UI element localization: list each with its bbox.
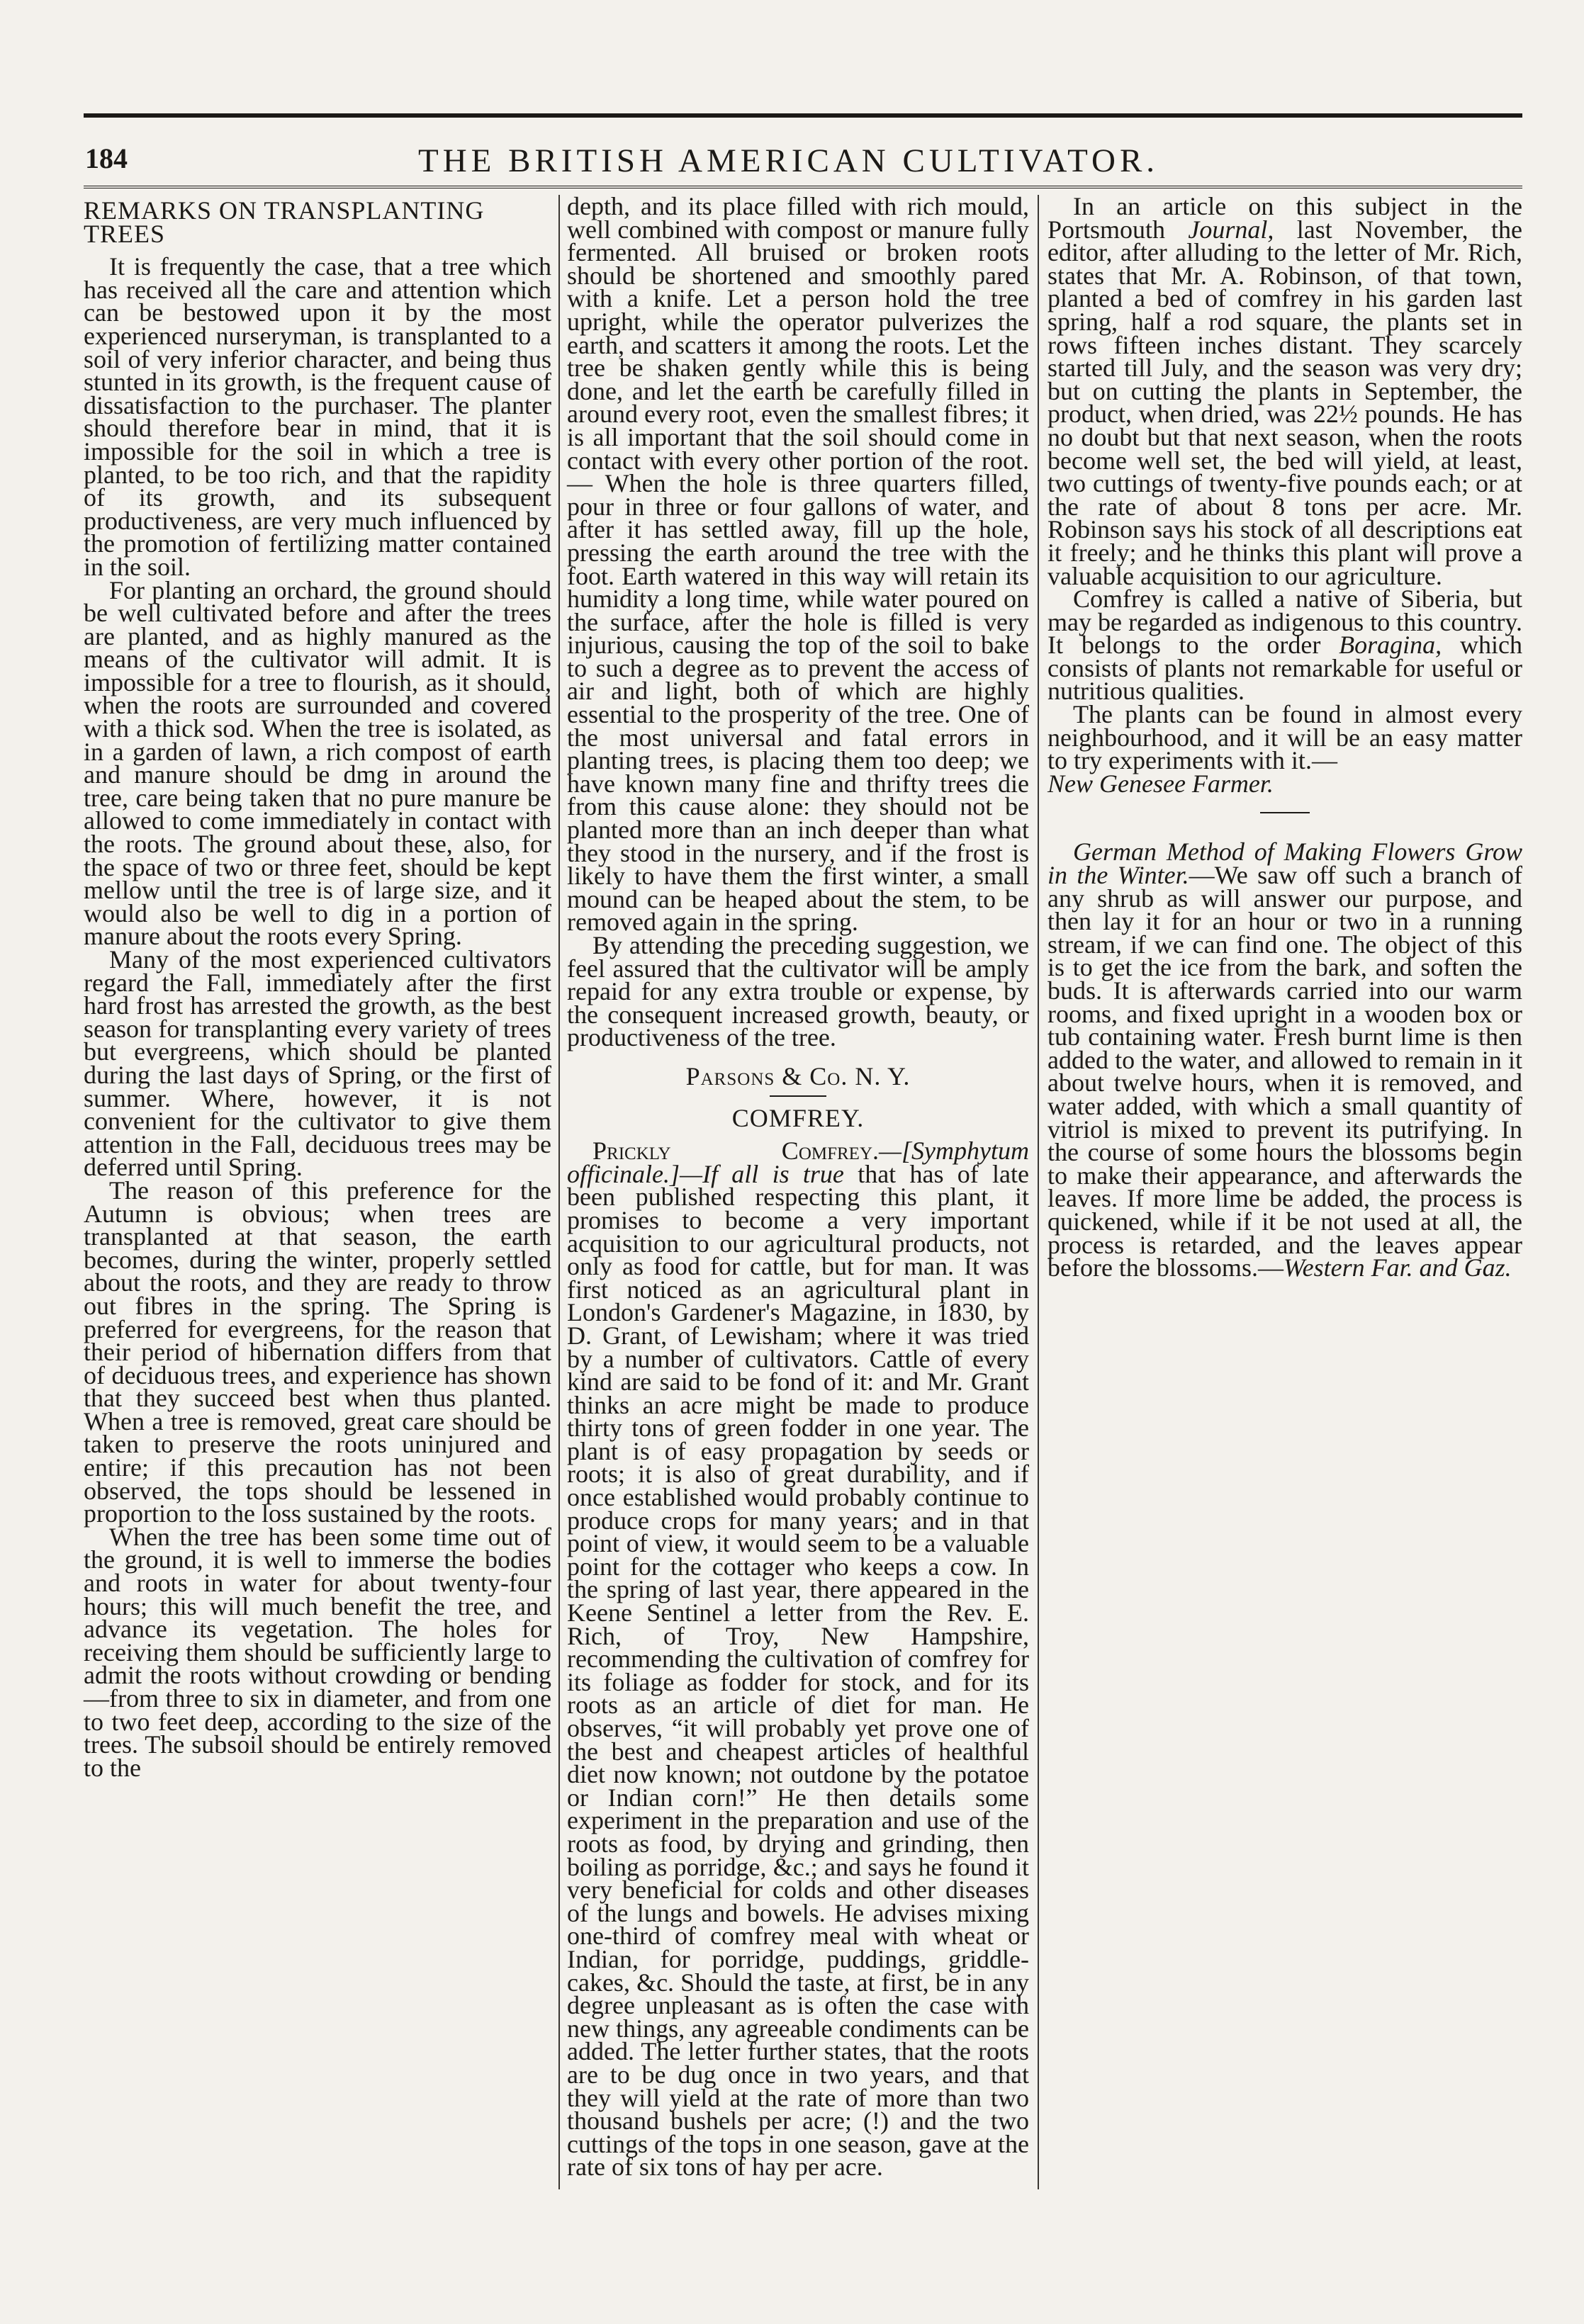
journal-name: Journal, xyxy=(1188,215,1274,244)
paragraph xyxy=(567,1136,1029,2182)
column-divider xyxy=(1038,195,1039,2189)
paragraph: The reason of this preference for the Autumn is obvious; when trees are transplanted at that season, the earth becomes, during the winter, properly settled about the roots, and they are ready to throw out fibres in the spring. The Spring is preferred for evergreens, for the reason that their period of hibernation differs from that of deciduous trees, and experience has shown that they succeed best when thus planted. When a tree is removed, great care should be taken to preserve the roots uninjured and entire; if this precaution has not been observed, the tops should be lessened in proportion to the loss sustained by the roots. xyxy=(84,1175,551,1528)
separator-rule xyxy=(770,1095,826,1097)
column-divider xyxy=(558,195,560,2189)
paragraph-text: In an article on this subject in the Portsmouth xyxy=(1047,192,1522,244)
paragraph-text: —We saw off such a branch of any shrub as will answer our purpose, and then lay it for an hour or two in a running stream, if we can find one. The object of this is to get the ice from the bark, and soften the buds. It is afterwards carried into our warm rooms, and fixed upright in a wooden box or tub containing water. Fresh burnt lime is then added to the water, and allowed to remain in it about twelve hours, when it is removed, and water added, with which a small quantity of vitriol is mixed to prevent its putrifying. In the course of some hours the blossoms begin to make their appearance, and afterwards the leaves. If more lime be added, the process is quickened, while if it be not used at all, the process is retarded, and the leaves appear before the blossoms.— xyxy=(1047,861,1522,1282)
botanical-order: Boragina, xyxy=(1339,631,1442,660)
emphasis: If all is true xyxy=(702,1159,844,1188)
paragraph xyxy=(1047,585,1522,706)
paragraph: Many of the most experienced cultivators regard the Fall, immediately after the first hard frost has arrested the growth, as the best season for transplanting every variety of trees but evergreens, which should be planted during the last days of Spring, or the first of summer. Where, however, it is not convenient for the cultivator to give them attention in the Fall, deciduous trees may be deferred until Spring. xyxy=(84,945,551,1182)
lead-in: Prickly Comfrey. xyxy=(592,1136,880,1166)
article-source: Parsons & Co. N. Y. xyxy=(685,1061,911,1090)
column-3 xyxy=(1047,192,1522,1282)
article-title: German Method of Making Flowers Grow in the Winter. xyxy=(1047,837,1522,890)
running-title: THE BRITISH AMERICAN CULTIVATOR. xyxy=(418,142,1159,179)
top-rule xyxy=(84,113,1522,118)
paragraph: depth, and its place filled with rich mould, well combined with compost or manure fully fermented. All bruised or broken roots should be shortened and smoothly pared with a knife. Let a person hold the tree upright, while the operator pulverizes the earth, and scatters it among the roots. Let the tree be shaken gently while this is being done, and let the earth be carefully filled in around every root, even the smallest fibres; it is all important that the soil should come in contact with every other portion of the root.— When the hole is three quarters filled, pour in three or four gallons of water, and after it has settled away, fill up the hole, pressing the earth around the tree with the foot. Earth watered in this way will retain its humidity a long time, while water poured on the surface, after the hole is filled is very injurious, causing the top of the soil to bake to such a degree as to prevent the access of air and light, both of which are highly essential to the prosperity of the tree. One of the most universal and fatal errors in planting trees, is placing them too deep; we have known many fine and thrifty trees die from this cause alone: they should not be planted more than an inch deeper than what they stood in the nursery, and if the frost is likely to have them the first winter, a small mound can be heaped about the stem, to be removed again in the spring. xyxy=(567,192,1029,937)
header-rule xyxy=(84,186,1522,190)
paragraph: By attending the preceding suggestion, we feel assured that the cultivator will be amply repaid for any extra trouble or expense, by the consequent increased growth, beauty, or productiveness of the tree. xyxy=(567,931,1029,1052)
paragraph: It is frequently the case, that a tree which has received all the care and attention which can be bestowed upon it by the most experienced nurseryman, is transplanted to a soil of very inferior character, and being thus stunted in its growth, is the frequent cause of dissatisfaction to the purchaser. The planter should therefore bear in mind, that it is impossible for the soil in which a tree is planted, to be too rich, and that the rapidity of its growth, and its subsequent productiveness, are very much influenced by the promotion of fertilizing matter contained in the soil. xyxy=(84,252,551,581)
paragraph xyxy=(1047,837,1522,1282)
latin-name: —[Symphytum officinale.]— xyxy=(567,1136,1029,1188)
paragraph xyxy=(1047,192,1522,590)
page-header xyxy=(85,142,1522,191)
paragraph: For planting an orchard, the ground should be well cultivated before and after the trees are planted, and as highly manured as the means of the cultivator will admit. It is impossible for a tree to flourish, as it should, when the roots are surrounded and covered with a thick sod. When the tree is isolated, as in a garden of lawn, a rich compost of earth and manure should be dmg in around the tree, care being taken that no pure manure be allowed to come immediately in contact with the roots. The ground about these, also, for the space of two or three feet, should be kept mellow until the tree is of large size, and it would also be well to dig in a portion of manure about the roots every Spring. xyxy=(84,575,551,951)
paragraph-text: last November, the editor, after alluding to the letter of Mr. Rich, states that Mr. A. Robinson, of that town, planted a bed of comfrey in his garden last spring, half a rod square, the plants set in rows fifteen inches distant. They scarcely started till July, and the season was very dry; but on cutting the plants in September, the product, when dried, was 22½ pounds. He has no doubt but that next season, when the roots become well set, the bed will yield, at least, two cuttings of twenty-five pounds each; or at the rate of about 8 tons per acre. Mr. Robinson says his stock of all descriptions eat it freely; and he thinks this plant will prove a valuable acquisition to our agriculture. xyxy=(1047,215,1522,590)
separator-rule xyxy=(1260,812,1310,813)
column-1 xyxy=(84,195,551,1782)
paragraph: The plants can be found in almost every neighbourhood, and it will be an easy matter to try experiments with it.— xyxy=(1047,700,1522,775)
article-heading: COMFREY. xyxy=(731,1103,865,1132)
article-source: New Genesee Farmer. xyxy=(1047,769,1274,798)
page-number: 184 xyxy=(85,142,128,174)
paragraph-text: that has of late been published respecting this plant, it promises to become a very important acquisition to our agricultural products, not only as food for cattle, but for man. It was first noticed as an agricultural plant in London's Gardener's Magazine, in 1830, by D. Grant, of Lewisham; where it was tried by a number of cultivators. Cattle of every kind are said to be fond of it: and Mr. Grant thinks an acre might be made to produce thirty tons of green fodder in one year. The plant is of easy propagation by seeds or roots; it is also of great durability, and if once established would probably continue to produce crops for many years; and in that point of view, it would seem to be a valuable point for the cottager who keeps a cow. In the spring of last year, there appeared in the Keene Sentinel a letter from the Rev. E. Rich, of Troy, New Hampshire, recommending the cultivation of comfrey for its foliage as fodder for stock, and for its roots as an article of diet for man. He observes, “it will probably yet prove one of the best and cheapest articles of healthful diet now known; not outdone by the potatoe or Indian corn!” He then details some experiment in the preparation and use of the roots as food, by drying and grinding, then boiling as porridge, &c.; and says he found it very beneficial for colds and other diseases of the lungs and bowels. He advises mixing one-third of comfrey meal with wheat or Indian, for porridge, puddings, griddle-cakes, &c. Should the taste, at first, be in any degree unpleasant as is often the case with new things, any agreeable condiments can be added. The letter further states, that the roots are to be dug once in two years, and that they will yield at the rate of more than two thousand bushels per acre; (!) and the two cuttings of the tops in one season, gave at the rate of six tons of hay per acre. xyxy=(567,1159,1029,2182)
article-heading: REMARKS ON TRANSPLANTING TREES xyxy=(84,196,485,248)
paragraph-text: Comfrey is called a native of Siberia, but may be regarded as indigenous to this country. It belongs to the order xyxy=(1047,585,1522,660)
column-2 xyxy=(567,192,1029,2182)
article-source: Western Far. and Gaz. xyxy=(1283,1253,1512,1282)
paragraph-text: which consists of plants not remarkable for useful or nutritious qualities. xyxy=(1047,631,1522,706)
paragraph: When the tree has been some time out of the ground, it is well to immerse the bodies and roots in water for about twenty-four hours; this will much benefit the tree, and advance its vegetation. The holes for receiving them should be sufficiently large to admit the roots without crowding or bending—from three to six in diameter, and from one to two feet deep, according to the size of the trees. The subsoil should be entirely removed to the xyxy=(84,1522,551,1782)
